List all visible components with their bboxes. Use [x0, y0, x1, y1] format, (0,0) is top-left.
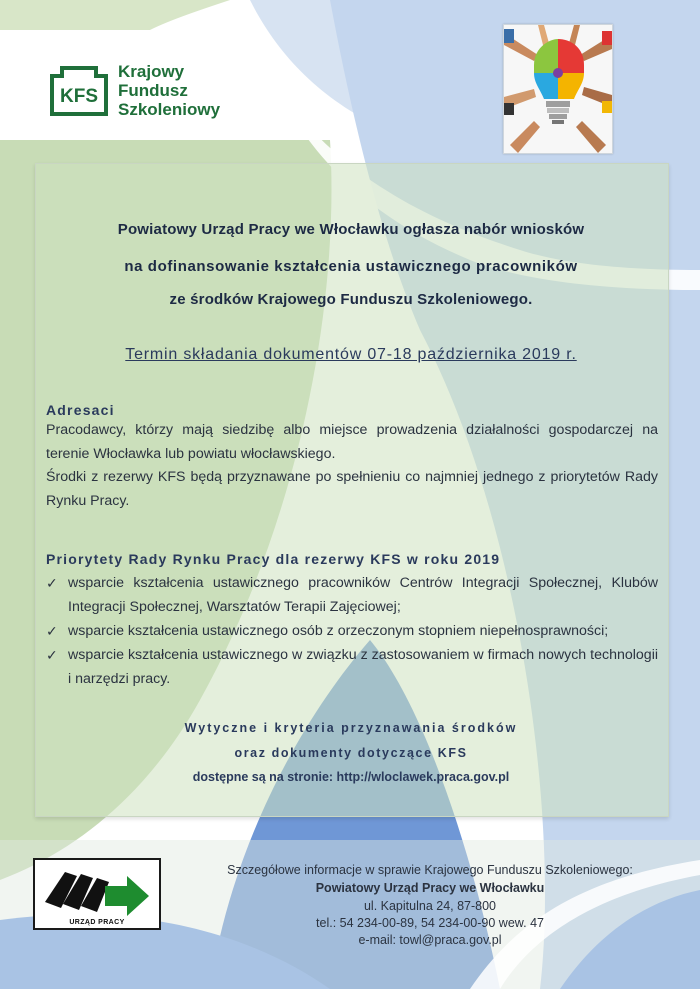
- priorities-list: [46, 571, 658, 691]
- kfs-logo-line2: Fundusz: [118, 81, 188, 100]
- headline-line1: Powiatowy Urząd Pracy we Włocławku ogłasza nabór wniosków: [117, 221, 585, 238]
- priority-text: wsparcie kształcenia ustawicznego osób z orzeczonym stopniem niepełnosprawności;: [68, 623, 609, 639]
- urzad-pracy-label: URZĄD PRACY: [69, 919, 125, 926]
- checkmark-icon: ✓: [46, 647, 58, 663]
- guidelines-link[interactable]: dostępne są na stronie: http://wloclawek.praca.gov.pl: [192, 770, 510, 784]
- adresaci-paragraph-1: Pracodawcy, którzy mają siedzibę albo miejsce prowadzenia działalności gospodarczej na terenie Włocławka lub powiatu włocławskiego.: [46, 422, 658, 462]
- headline-line2: na dofinansowanie kształcenia ustawicznego pracowników: [124, 258, 578, 275]
- priorities-heading: Priorytety Rady Rynku Pracy dla rezerwy KFS w roku 2019: [46, 551, 501, 567]
- contact-intro: Szczegółowe informacje w sprawie Krajowego Funduszu Szkoleniowego:: [227, 863, 633, 877]
- contact-office: Powiatowy Urząd Pracy we Włocławku: [315, 881, 545, 895]
- checkmark-icon: ✓: [46, 575, 58, 591]
- adresaci-heading: Adresaci: [46, 402, 115, 418]
- list-item: [46, 571, 658, 619]
- adresaci-paragraph-2: Środki z rezerwy KFS będą przyznawane po spełnieniu co najmniej jednego z priorytetów Rady Rynku Pracy.: [46, 469, 658, 509]
- kfs-badge-text: KFS: [60, 85, 98, 107]
- guidelines-line2: oraz dokumenty dotyczące KFS: [234, 746, 468, 760]
- list-item: [46, 619, 658, 643]
- puzzle-lightbulb-icon: [504, 25, 612, 153]
- contact-email[interactable]: e-mail: towl@praca.gov.pl: [358, 933, 502, 947]
- deadline-text: Termin składania dokumentów 07-18 października 2019 r.: [125, 346, 577, 363]
- checkmark-icon: ✓: [46, 623, 58, 639]
- contact-address: ul. Kapitulna 24, 87-800: [363, 899, 497, 913]
- urzad-pracy-logo: [33, 858, 161, 930]
- guidelines-line1: Wytyczne i kryteria przyznawania środków: [184, 721, 518, 735]
- kfs-logo-line1: Krajowy: [118, 62, 185, 81]
- kfs-badge-icon: [48, 64, 110, 118]
- headline-line3: ze środków Krajowego Funduszu Szkoleniowego.: [169, 291, 533, 308]
- contact-phone: tel.: 54 234-00-89, 54 234-00-90 wew. 47: [316, 916, 544, 930]
- priority-text: wsparcie kształcenia ustawicznego w związku z zastosowaniem w firmach nowych technologii i narzędzi pracy.: [68, 647, 658, 687]
- kfs-logo-text: [118, 62, 220, 119]
- urzad-pracy-icon: [35, 860, 159, 928]
- kfs-logo-line3: Szkoleniowy: [118, 100, 221, 119]
- priority-text: wsparcie kształcenia ustawicznego pracowników Centrów Integracji Społecznej, Klubów Integracji Społecznej, Warsztatów Terapii Zajęciowej;: [68, 575, 658, 615]
- list-item: [46, 643, 658, 691]
- puzzle-lightbulb-photo: [503, 24, 613, 154]
- kfs-logo: [48, 62, 220, 119]
